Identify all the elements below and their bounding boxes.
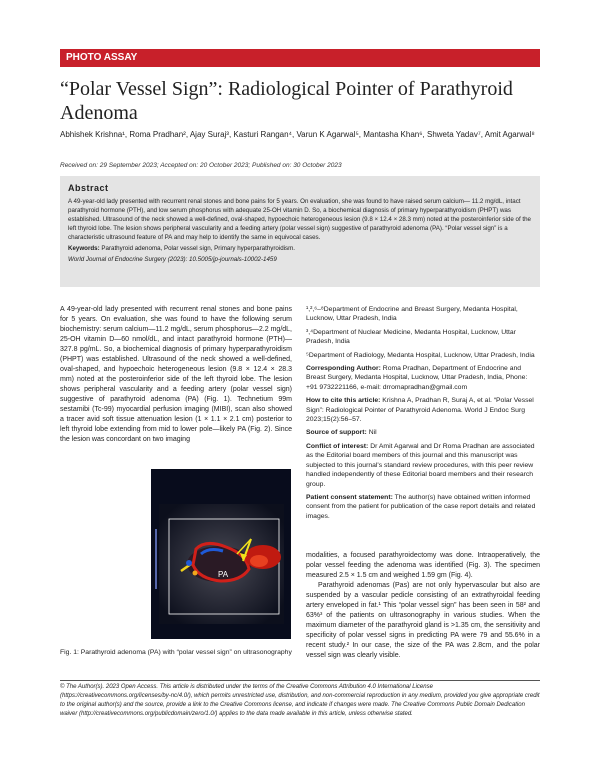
figure-caption: Fig. 1: Parathyroid adenoma (PA) with “polar vessel sign” on ultrasonography: [60, 649, 292, 656]
affiliation-2: ³,⁴Department of Nuclear Medicine, Medanta Hospital, Lucknow, Uttar Pradesh, India: [306, 328, 516, 346]
abstract-heading: Abstract: [68, 183, 109, 193]
source-of-support-text: Nil: [368, 429, 377, 437]
corresponding-author-text: Roma Pradhan, Department of Endocrine and Breast Surgery, Medanta Hospital, Lucknow, Uttar Pradesh, India, Phone: +91 9732221166, e-mail: drromapradhan@gmail.com: [306, 365, 528, 391]
affiliation-3: ⁵Department of Radiology, Medanta Hospital, Lucknow, Uttar Pradesh, India: [306, 351, 535, 359]
source-of-support-label: Source of support:: [306, 429, 367, 437]
conflict-of-interest-text: Dr Amit Agarwal and Dr Roma Pradhan are associated as the Editorial board members of this journal and this manuscript was subjected to this journal's standard review procedures, with this peer review handled independently of these Editorial board members and their research group.: [306, 442, 535, 488]
license-footer: © The Author(s). 2023 Open Access. This article is distributed under the terms of the Creative Commons Attribution 4.0 International License (https://creativecommons.org/licenses/by-nc/4.0/), which permits unrestricted use, distribution, and non-commercial reproduction in any medium, provided you give appropriate credit to the original author(s) and the source, provide a link to the Creative Commons license, and indicate if changes were made. The Creative Commons Public Domain Dedication waiver (http://creativecommons.org/publicdomain/zero/1.0/) applies to the data made available in this article, unless otherwise stated.: [60, 684, 540, 717]
ultrasound-figure: [151, 469, 291, 639]
journal-citation: World Journal of Endocrine Surgery (2023): 10.5005/jp-journals-10002-1459: [68, 256, 277, 263]
body-paragraph-1: modalities, a focused parathyroidectomy was done. Intraoperatively, the polar vessel feeding the adenoma was identified (Fig. 3). The specimen measured 2.5 × 1.5 cm and weighed 1.59 gm (Fig. 4).: [306, 552, 540, 579]
article-title: “Polar Vessel Sign”: Radiological Pointer of Parathyroid Adenoma: [60, 78, 513, 124]
body-paragraph-2: Parathyroid adenomas (Pas) are not only hypervascular but also are suspended by a vascular pedicle consisting of an extrathyroidal feeding artery enveloped in fat.¹ This “polar vessel sign” has been seen in 58² and 63%³ of the patients on ultrasonography in various studies. When the maximum diameter of the parathyroid gland is >1.35 cm, the sensitivity and specificity of polar vessel signs in predicting PA were 79 and 55.6% in a recent study.² In our case, the size of the PA was 2.8cm, and the polar vessel sign was clearly visible.: [306, 582, 540, 659]
how-to-cite-text: Krishna A, Pradhan R, Suraj A, et al. “Polar Vessel Sign”: Radiological Pointer of Parathyroid Adenoma. World J Endoc Surg 2023;15(2):56–57.: [306, 397, 534, 424]
author-list: Abhishek Krishna¹, Roma Pradhan², Ajay Suraj³, Kasturi Rangan⁴, Varun K Agarwal⁵, Mantasha Khan⁶, Shweta Yadav⁷, Amit Agarwal⁸: [60, 130, 535, 139]
section-ribbon: PHOTO ASSAY: [60, 49, 540, 67]
footer-divider: [60, 680, 540, 681]
corresponding-author: [306, 364, 540, 392]
keywords-label: Keywords:: [68, 245, 100, 252]
patient-consent: [306, 493, 540, 521]
patient-consent-text: The author(s) have obtained written informed consent from the patient for publication of the case report details and related images.: [306, 493, 536, 520]
how-to-cite-label: How to cite this article:: [306, 397, 381, 405]
conflict-of-interest-label: Conflict of interest:: [306, 442, 369, 450]
body-column-left: A 49-year-old lady presented with recurrent renal stones and bone pains for 5 years. On evaluation, she was found to have the following serum biochemistry: serum calcium—11.2 mg/dL, serum phosphorus—2.2 mg/dL, 25-OH vitamin D—60 nmol/dL, and intact parathyroid hormone (PTH)—327.8 pg/mL. So, a biochemical diagnosis of primary hyperparathyroidism (PHPT) was established. Ultrasound of the neck showed a well-defined, oval-shaped, and hypoechoic heterogeneous lesion (9.8 × 12.4 × 28.3 mm) noted at the posteroinferior side of the left thyroid lobe. The lesion shows peripheral vascularity and a feeding artery (polar vessel sign) suggestive of parathyroid adenoma (PA) (Fig. 1). Technetium 99m sestamibi (Tc-99) myocardial perfusion imaging (MIBI), scan also showed a tracer avid soft tissue attenuation lesion (1 × 1.1 × 2.1 cm) posterior to left thyroid lobe extending from mid to lower pole—likely PA (Fig. 2). Since the lesion was concordant on two imaging: [60, 306, 292, 443]
keywords: [68, 244, 532, 253]
abstract-box: [60, 176, 540, 287]
publication-dates: Received on: 29 September 2023; Accepted on: 20 October 2023; Published on: 30 October 2023: [60, 162, 342, 169]
corresponding-author-label: Corresponding Author:: [306, 365, 381, 373]
body-column-right-continued: [306, 551, 540, 661]
conflict-of-interest: [306, 442, 540, 489]
affiliation-1: ¹,²,⁶–⁸Department of Endocrine and Breast Surgery, Medanta Hospital, Lucknow, Uttar Pradesh, India: [306, 306, 518, 323]
ultrasound-image: [151, 469, 291, 639]
abstract-text: A 49-year-old lady presented with recurrent renal stones and bone pains for 5 years. On evaluation, she was found to have raised serum calcium— 11.2 mg/dL, intact parathyroid hormone (PTH), and low serum phosphorus with adequate 25-OH vitamin D. So, a biochemical diagnosis of primary hyperparathyroidism (PHPT) was established. Ultrasound of the neck showed a well-defined, oval-shaped, hypoechoic heterogeneous lesion (9.8 × 12.4 × 28.3 mm) noted at the posteroinferior side of the left thyroid lobe. The lesion shows peripheral vascularity and a feeding artery (polar vessel sign) suggestive of parathyroid adenoma (PA). “Polar vessel sign” is a characteristic ultrasound feature of PA and may help to identify the same in equivocal cases.: [68, 198, 531, 241]
body-column-right: [306, 305, 540, 525]
keywords-text: Parathyroid adenoma, Polar vessel sign, Primary hyperparathyroidism.: [101, 245, 295, 252]
patient-consent-label: Patient consent statement:: [306, 493, 393, 501]
source-of-support: [306, 428, 540, 437]
how-to-cite: [306, 396, 540, 424]
figure-label-pa: PA: [218, 570, 229, 579]
